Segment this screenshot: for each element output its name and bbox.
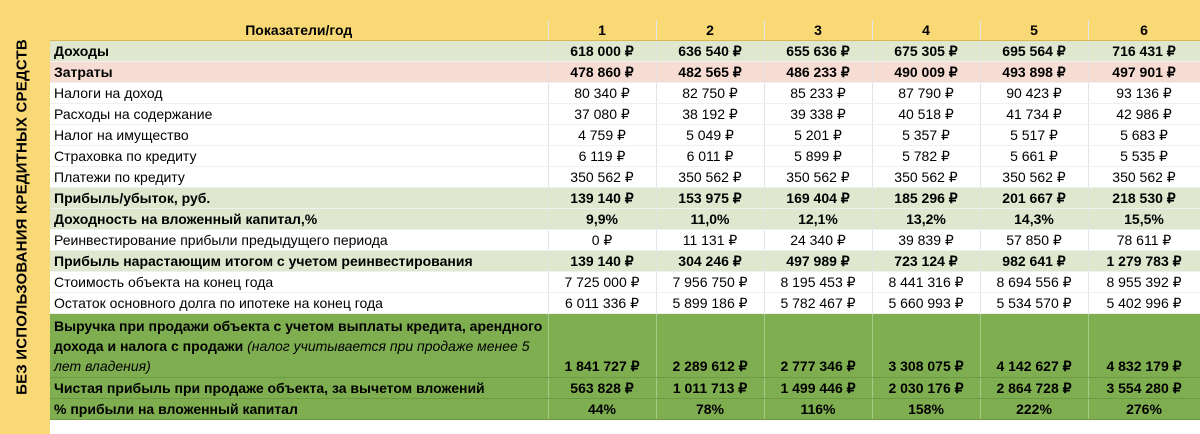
cell[interactable]: 982 641 ₽	[980, 251, 1088, 272]
cell[interactable]: 8 955 392 ₽	[1088, 272, 1200, 293]
cell[interactable]: 5 683 ₽	[1088, 125, 1200, 146]
cell[interactable]: 6 119 ₽	[548, 146, 656, 167]
row-loan-insurance	[50, 146, 1200, 167]
row-label[interactable]	[50, 314, 548, 378]
row-property-tax	[50, 125, 1200, 146]
row-label-text: Выручка при продажи объекта с учетом выплаты кредита, арендного дохода и налога с продажи	[54, 318, 543, 354]
cell[interactable]: 90 423 ₽	[980, 83, 1088, 104]
cell[interactable]: 0 ₽	[548, 230, 656, 251]
cell[interactable]: 39 839 ₽	[872, 230, 980, 251]
cell[interactable]: 153 975 ₽	[656, 188, 764, 209]
cell[interactable]: 44%	[548, 399, 656, 420]
row-net-profit-sale	[50, 378, 1200, 399]
cell[interactable]: 5 660 993 ₽	[872, 293, 980, 314]
row-label[interactable]: % прибыли на вложенный капитал	[50, 399, 548, 420]
cell[interactable]: 350 562 ₽	[1088, 167, 1200, 188]
row-label[interactable]: Стоимость объекта на конец года	[50, 272, 548, 293]
row-label[interactable]: Доходы	[50, 41, 548, 62]
cell[interactable]: 11 131 ₽	[656, 230, 764, 251]
row-label[interactable]: Налог на имущество	[50, 125, 548, 146]
cell[interactable]: 6 011 336 ₽	[548, 293, 656, 314]
cell[interactable]: 218 530 ₽	[1088, 188, 1200, 209]
row-sale-revenue	[50, 314, 1200, 378]
cell[interactable]: 5 201 ₽	[764, 125, 872, 146]
cell[interactable]: 1 011 713 ₽	[656, 378, 764, 399]
cell[interactable]: 4 832 179 ₽	[1088, 314, 1200, 378]
row-profit	[50, 188, 1200, 209]
cell[interactable]: 116%	[764, 399, 872, 420]
row-label[interactable]: Налоги на доход	[50, 83, 548, 104]
cell[interactable]: 78 611 ₽	[1088, 230, 1200, 251]
cell[interactable]: 6 011 ₽	[656, 146, 764, 167]
cell[interactable]: 42 986 ₽	[1088, 104, 1200, 125]
row-reinvestment	[50, 230, 1200, 251]
cell[interactable]: 57 850 ₽	[980, 230, 1088, 251]
cell[interactable]: 39 338 ₽	[764, 104, 872, 125]
cell[interactable]: 5 402 996 ₽	[1088, 293, 1200, 314]
cell[interactable]: 5 357 ₽	[872, 125, 980, 146]
cell[interactable]: 12,1%	[764, 209, 872, 230]
cell[interactable]: 723 124 ₽	[872, 251, 980, 272]
cell[interactable]: 695 564 ₽	[980, 41, 1088, 62]
cell[interactable]: 350 562 ₽	[548, 167, 656, 188]
side-label-panel	[0, 0, 44, 434]
cell[interactable]: 2 030 176 ₽	[872, 378, 980, 399]
row-maintenance	[50, 104, 1200, 125]
cell[interactable]: 1 841 727 ₽	[548, 314, 656, 378]
row-property-value	[50, 272, 1200, 293]
cell[interactable]: 5 517 ₽	[980, 125, 1088, 146]
cell[interactable]: 1 499 446 ₽	[764, 378, 872, 399]
row-label[interactable]: Затраты	[50, 62, 548, 83]
cell[interactable]: 8 441 316 ₽	[872, 272, 980, 293]
cell[interactable]: 5 899 ₽	[764, 146, 872, 167]
cell[interactable]: 7 956 750 ₽	[656, 272, 764, 293]
cell[interactable]: 158%	[872, 399, 980, 420]
cell[interactable]: 636 540 ₽	[656, 41, 764, 62]
cell[interactable]: 5 534 570 ₽	[980, 293, 1088, 314]
row-label[interactable]: Прибыль/убыток, руб.	[50, 188, 548, 209]
cell[interactable]: 80 340 ₽	[548, 83, 656, 104]
cell[interactable]: 478 860 ₽	[548, 62, 656, 83]
row-label-note: (налог учитывается при продаже менее 5 лет владения)	[54, 338, 530, 374]
header-row	[50, 20, 1200, 41]
cell[interactable]: 482 565 ₽	[656, 62, 764, 83]
cell[interactable]: 493 898 ₽	[980, 62, 1088, 83]
year-header[interactable]: 1	[548, 20, 656, 41]
cell[interactable]: 24 340 ₽	[764, 230, 872, 251]
side-label: БЕЗ ИСПОЛЬЗОВАНИЯ КРЕДИТНЫХ СРЕДСТВ	[13, 39, 31, 395]
cell[interactable]: 5 782 ₽	[872, 146, 980, 167]
cell[interactable]: 78%	[656, 399, 764, 420]
cell[interactable]: 93 136 ₽	[1088, 83, 1200, 104]
cell[interactable]: 41 734 ₽	[980, 104, 1088, 125]
cell[interactable]: 40 518 ₽	[872, 104, 980, 125]
cell[interactable]: 11,0%	[656, 209, 764, 230]
cell[interactable]: 222%	[980, 399, 1088, 420]
cell[interactable]: 139 140 ₽	[548, 251, 656, 272]
cell[interactable]: 304 246 ₽	[656, 251, 764, 272]
year-header[interactable]: 4	[872, 20, 980, 41]
cell[interactable]: 497 901 ₽	[1088, 62, 1200, 83]
year-header[interactable]: 5	[980, 20, 1088, 41]
cell[interactable]: 497 989 ₽	[764, 251, 872, 272]
cell[interactable]: 82 750 ₽	[656, 83, 764, 104]
cell[interactable]: 490 009 ₽	[872, 62, 980, 83]
row-label[interactable]: Доходность на вложенный капитал,%	[50, 209, 548, 230]
cell[interactable]: 350 562 ₽	[980, 167, 1088, 188]
cell[interactable]: 201 667 ₽	[980, 188, 1088, 209]
row-label[interactable]: Платежи по кредиту	[50, 167, 548, 188]
row-income-tax	[50, 83, 1200, 104]
cell[interactable]: 8 694 556 ₽	[980, 272, 1088, 293]
finance-table	[50, 20, 1200, 420]
cell[interactable]: 139 140 ₽	[548, 188, 656, 209]
row-expenses	[50, 62, 1200, 83]
row-return-on-capital	[50, 209, 1200, 230]
cell[interactable]: 350 562 ₽	[872, 167, 980, 188]
cell[interactable]: 85 233 ₽	[764, 83, 872, 104]
cell[interactable]: 5 782 467 ₽	[764, 293, 872, 314]
cell[interactable]: 169 404 ₽	[764, 188, 872, 209]
cell[interactable]: 655 636 ₽	[764, 41, 872, 62]
cell[interactable]: 185 296 ₽	[872, 188, 980, 209]
row-cumulative-profit	[50, 251, 1200, 272]
top-header-band	[44, 0, 1200, 20]
cell[interactable]: 5 049 ₽	[656, 125, 764, 146]
cell[interactable]: 5 535 ₽	[1088, 146, 1200, 167]
row-label[interactable]: Расходы на содержание	[50, 104, 548, 125]
row-label[interactable]: Прибыль нарастающим итогом с учетом реинвестирования	[50, 251, 548, 272]
cell[interactable]: 276%	[1088, 399, 1200, 420]
cell[interactable]: 4 759 ₽	[548, 125, 656, 146]
cell[interactable]: 2 864 728 ₽	[980, 378, 1088, 399]
cell[interactable]: 675 305 ₽	[872, 41, 980, 62]
cell[interactable]: 38 192 ₽	[656, 104, 764, 125]
year-header[interactable]: 2	[656, 20, 764, 41]
cell[interactable]: 14,3%	[980, 209, 1088, 230]
cell[interactable]: 716 431 ₽	[1088, 41, 1200, 62]
cell[interactable]: 1 279 783 ₽	[1088, 251, 1200, 272]
row-mortgage-balance	[50, 293, 1200, 314]
cell[interactable]: 5 661 ₽	[980, 146, 1088, 167]
row-label[interactable]: Страховка по кредиту	[50, 146, 548, 167]
cell[interactable]: 486 233 ₽	[764, 62, 872, 83]
cell[interactable]: 37 080 ₽	[548, 104, 656, 125]
year-header[interactable]: 6	[1088, 20, 1200, 41]
cell[interactable]: 87 790 ₽	[872, 83, 980, 104]
cell[interactable]: 618 000 ₽	[548, 41, 656, 62]
row-profit-percent	[50, 399, 1200, 420]
row-income	[50, 41, 1200, 62]
cell[interactable]: 350 562 ₽	[764, 167, 872, 188]
cell[interactable]: 15,5%	[1088, 209, 1200, 230]
cell[interactable]: 350 562 ₽	[656, 167, 764, 188]
cell[interactable]: 5 899 186 ₽	[656, 293, 764, 314]
row-label[interactable]: Остаток основного долга по ипотеке на конец года	[50, 293, 548, 314]
cell[interactable]: 563 828 ₽	[548, 378, 656, 399]
cell[interactable]: 7 725 000 ₽	[548, 272, 656, 293]
header-label[interactable]: Показатели/год	[50, 20, 548, 41]
cell[interactable]: 9,9%	[548, 209, 656, 230]
cell[interactable]: 4 142 627 ₽	[980, 314, 1088, 378]
cell[interactable]: 3 308 075 ₽	[872, 314, 980, 378]
cell[interactable]: 13,2%	[872, 209, 980, 230]
row-label[interactable]: Реинвестирование прибыли предыдущего периода	[50, 230, 548, 251]
cell[interactable]: 2 289 612 ₽	[656, 314, 764, 378]
row-loan-payments	[50, 167, 1200, 188]
cell[interactable]: 2 777 346 ₽	[764, 314, 872, 378]
cell[interactable]: 3 554 280 ₽	[1088, 378, 1200, 399]
year-header[interactable]: 3	[764, 20, 872, 41]
cell[interactable]: 8 195 453 ₽	[764, 272, 872, 293]
row-label[interactable]: Чистая прибыль при продаже объекта, за вычетом вложений	[50, 378, 548, 399]
